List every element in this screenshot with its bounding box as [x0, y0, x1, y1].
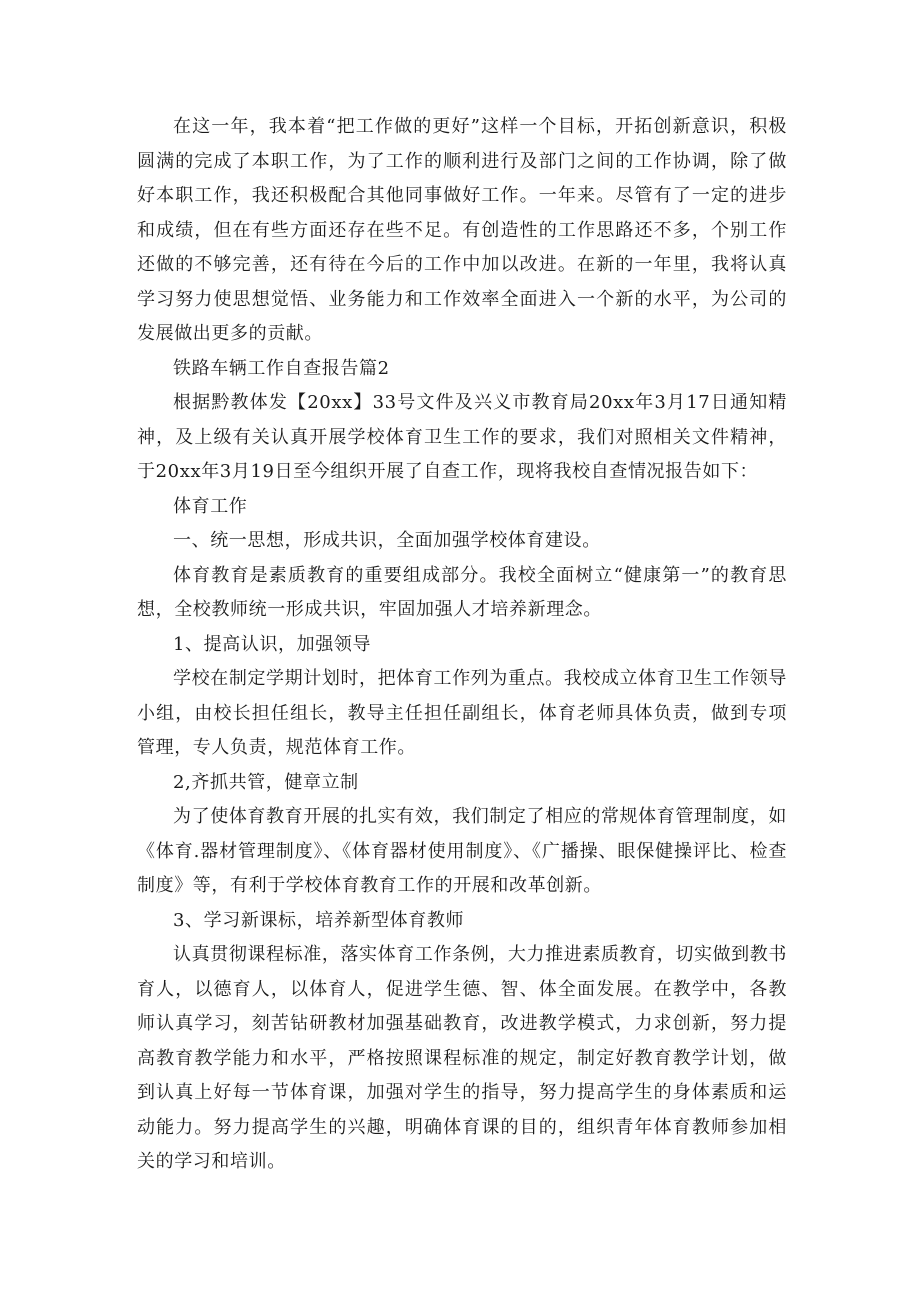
report-intro-paragraph: 根据黔教体发【20xx】33号文件及兴义市教育局20xx年3月17日通知精神，及上级有关认真开展学校体育卫生工作的要求，我们对照相关文件精神，于20xx年3月19日至今组织开展了自查工作，现将我校自查情况报告如下：	[137, 392, 787, 482]
subheading-new-curriculum: 3、学习新课标，培养新型体育教师	[173, 909, 465, 931]
subheading-unify-thinking: 一、统一思想，形成共识，全面加强学校体育建设。	[173, 530, 601, 551]
subheading-improve-awareness: 1、提高认识，加强领导	[173, 633, 372, 655]
leadership-paragraph: 学校在制定学期计划时，把体育工作列为重点。我校成立体育卫生工作领导小组，由校长担任组长，教导主任担任副组长，体育老师具体负责，做到专项管理，专人负责，规范体育工作。	[137, 668, 787, 758]
section-heading-pe-work: 体育工作	[173, 495, 248, 517]
intro-paragraph: 在这一年，我本着“把工作做的更好”这样一个目标，开拓创新意识，积极圆满的完成了本职工作，为了工作的顺利进行及部门之间的工作协调，除了做好本职工作，我还积极配合其他同事做好工作。一年来。尽管有了一定的进步和成绩，但在有些方面还存在些不足。有创造性的工作思路还不多，个别工作还做的不够完善，还有待在今后的工作中加以改进。在新的一年里，我将认真学习努力使思想觉悟、业务能力和工作效率全面进入一个新的水平，为公司的发展做出更多的贡献。	[137, 116, 787, 344]
rules-paragraph: 为了使体育教育开展的扎实有效，我们制定了相应的常规体育管理制度，如《体育.器材管理制度》、《体育器材使用制度》、《广播操、眼保健操评比、检查制度》等，有利于学校体育教育工作的开展和改革创新。	[137, 806, 787, 896]
section-title: 铁路车辆工作自查报告篇2	[173, 357, 390, 379]
subheading-joint-management: 2,齐抓共管，健章立制	[173, 771, 359, 793]
document-body	[137, 110, 787, 1180]
curriculum-paragraph: 认真贯彻课程标准，落实体育工作条例，大力推进素质教育，切实做到教书育人，以德育人，以体育人，促进学生德、智、体全面发展。在教学中，各教师认真学习，刻苦钻研教材加强基础教育，改进教学模式，力求创新，努力提高教育教学能力和水平，严格按照课程标准的规定，制定好教育教学计划，做到认真上好每一节体育课，加强对学生的指导，努力提高学生的身体素质和运动能力。努力提高学生的兴趣，明确体育课的目的，组织青年体育教师参加相关的学习和培训。	[137, 944, 787, 1172]
pe-importance-paragraph: 体育教育是素质教育的重要组成部分。我校全面树立“健康第一”的教育思想，全校教师统一形成共识，牢固加强人才培养新理念。	[137, 564, 787, 620]
